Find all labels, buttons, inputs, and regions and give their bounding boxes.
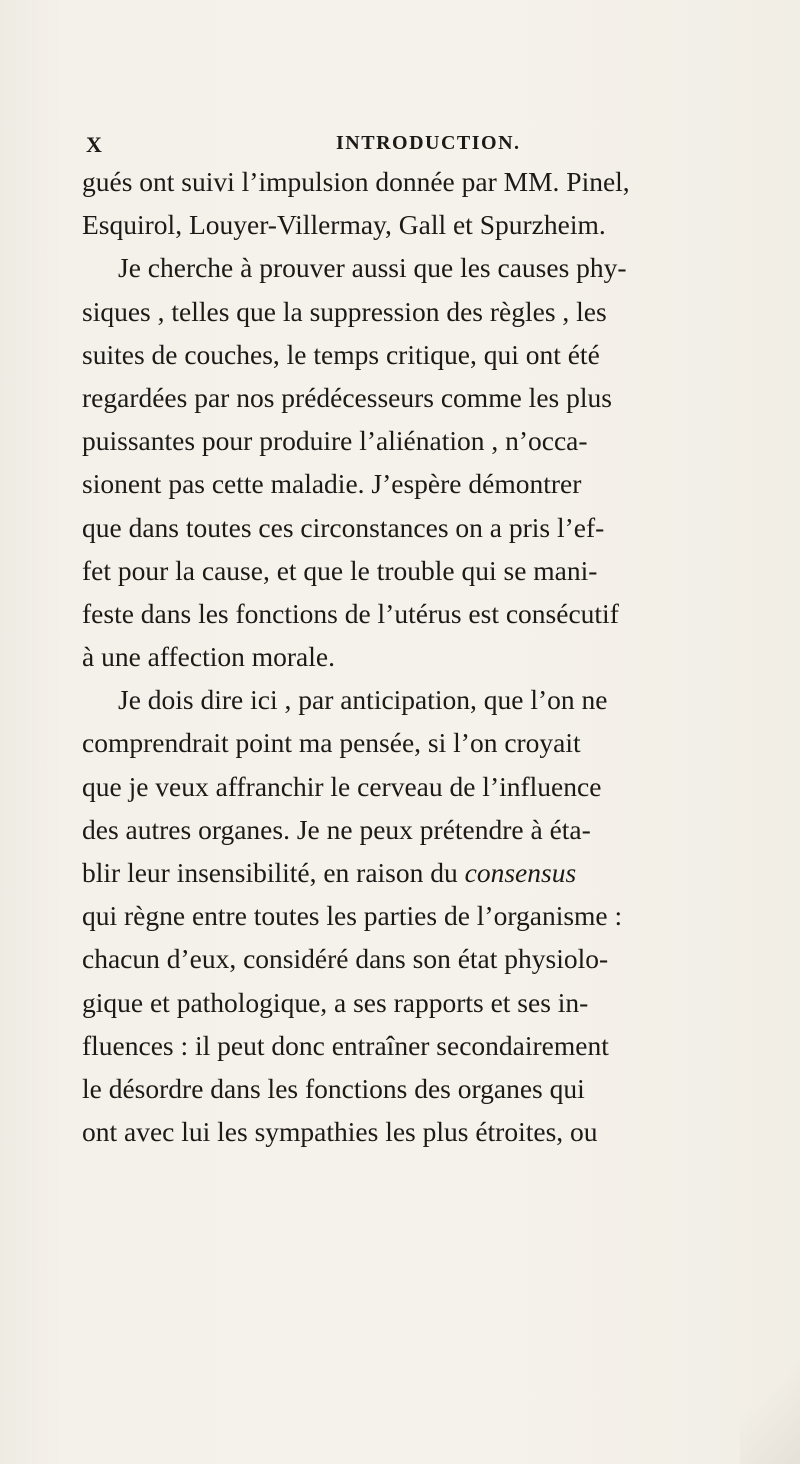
text-line: suites de couches, le temps critique, qui ont été — [82, 338, 600, 370]
text-line: puissantes pour produire l’aliénation , n’occa- — [82, 425, 588, 457]
text-line: chacun d’eux, considéré dans son état physiolo- — [82, 943, 609, 975]
text-line: ont avec lui les sympathies les plus étroites, ou — [82, 1116, 598, 1148]
text-line: le désordre dans les fonctions des organes qui — [82, 1072, 585, 1104]
page-corner-shadow — [740, 1344, 800, 1464]
text-line: qui règne entre toutes les parties de l’organisme : — [82, 900, 623, 932]
text-line: des autres organes. Je ne peux prétendre à éta- — [82, 813, 591, 845]
text-line: sionent pas cette maladie. J’espère démontrer — [82, 468, 582, 500]
text-line: comprendrait point ma pensée, si l’on croyait — [82, 727, 581, 759]
text-line: Je cherche à prouver aussi que les causes phy- — [118, 252, 627, 284]
text-line: feste dans les fonctions de l’utérus est consécutif — [82, 597, 619, 629]
text-line: que dans toutes ces circonstances on a pris l’ef- — [82, 511, 605, 543]
text-line: regardées par nos prédécesseurs comme les plus — [82, 381, 612, 413]
text-line: à une affection morale. — [82, 641, 335, 673]
text-line: fluences : il peut donc entraîner secondairement — [82, 1029, 609, 1061]
italic-term: consensus — [464, 857, 577, 888]
text-line: que je veux affranchir le cerveau de l’influence — [82, 770, 602, 802]
body-text — [82, 160, 742, 1153]
page-number: X — [86, 132, 103, 157]
text-line: gique et pathologique, a ses rapports et ses in- — [82, 986, 589, 1018]
text-line: fet pour la cause, et que le trouble qui se mani- — [82, 554, 598, 586]
text-line: Je dois dire ici , par anticipation, que l’on ne — [118, 684, 608, 716]
text-line: Esquirol, Louyer-Villermay, Gall et Spurzheim. — [82, 209, 606, 241]
text-line: siques , telles que la suppression des règles , les — [82, 295, 607, 327]
running-title: INTRODUCTION. — [336, 132, 521, 154]
text-fragment: blir leur insensibilité, en raison du — [82, 857, 458, 888]
text-line-with-italic — [82, 851, 742, 894]
text-line: gués ont suivi l’impulsion donnée par MM. Pinel, — [82, 166, 630, 197]
